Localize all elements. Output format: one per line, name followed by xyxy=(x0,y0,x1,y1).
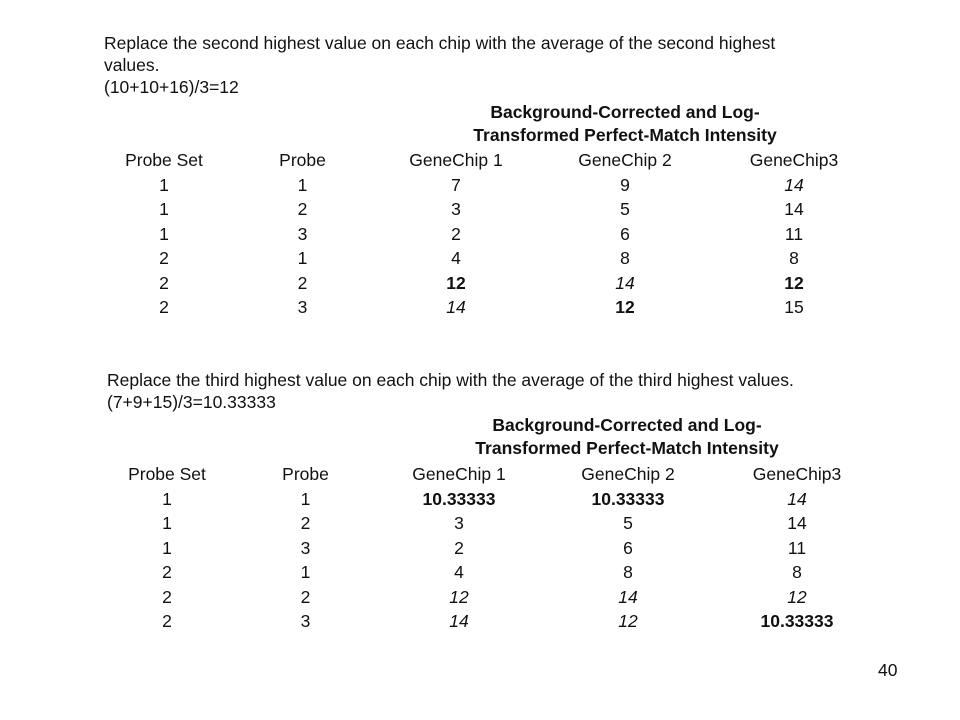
cell-genechip-2: 6 xyxy=(620,223,630,244)
table-row xyxy=(107,585,872,610)
cell-genechip-3: 14 xyxy=(784,199,804,219)
cell-probe-set: 2 xyxy=(159,248,169,268)
cell-probe: 2 xyxy=(297,272,308,293)
cell-probe: 1 xyxy=(300,562,311,582)
column-header-genechip-3: GeneChip3 xyxy=(752,464,842,484)
cell-genechip-3: 8 xyxy=(789,248,799,268)
formula-text: (10+10+16)/3=12 xyxy=(104,77,239,97)
instruction-line-1: Replace the third highest value on each chip with the average of the third highest values. xyxy=(107,370,794,390)
table-row xyxy=(107,609,872,634)
instruction-line-1: Replace the second highest value on each chip with the average of the second highest xyxy=(104,33,776,53)
cell-genechip-1: 2 xyxy=(451,223,461,244)
cell-probe-set: 2 xyxy=(162,586,172,607)
cell-probe: 1 xyxy=(297,248,308,268)
cell-genechip-1: 7 xyxy=(451,174,461,195)
column-header-probe-set: Probe Set xyxy=(128,464,206,484)
cell-probe-set: 1 xyxy=(159,199,169,219)
cell-genechip-1: 10.33333 xyxy=(422,488,496,509)
table-row xyxy=(107,487,872,512)
table-row xyxy=(104,197,869,222)
table-row xyxy=(107,560,872,585)
cell-genechip-3: 14 xyxy=(787,488,807,509)
column-header-genechip-1: GeneChip 1 xyxy=(409,150,503,170)
table-row xyxy=(104,295,869,320)
instruction-text xyxy=(104,32,775,98)
cell-genechip-1: 3 xyxy=(454,513,464,533)
column-header-genechip-2: GeneChip 2 xyxy=(581,464,675,484)
table-row xyxy=(104,246,869,271)
cell-probe-set: 1 xyxy=(159,174,169,195)
intensity-table xyxy=(104,148,869,320)
cell-genechip-1: 12 xyxy=(446,272,466,293)
table-row xyxy=(104,222,869,247)
column-header-genechip-3: GeneChip3 xyxy=(749,150,839,170)
intensity-table xyxy=(107,462,872,634)
cell-genechip-2: 8 xyxy=(620,248,630,268)
cell-genechip-3: 10.33333 xyxy=(760,611,834,631)
cell-probe: 1 xyxy=(297,174,308,195)
cell-probe: 1 xyxy=(300,488,311,509)
cell-genechip-2: 5 xyxy=(623,513,633,533)
cell-probe-set: 1 xyxy=(162,488,172,509)
table-heading xyxy=(407,414,847,460)
cell-probe: 3 xyxy=(300,537,311,558)
cell-genechip-3: 8 xyxy=(792,562,802,582)
cell-genechip-3: 12 xyxy=(787,586,807,607)
cell-genechip-2: 8 xyxy=(623,562,633,582)
formula-text: (7+9+15)/3=10.33333 xyxy=(107,392,276,412)
table-heading-line-2: Transformed Perfect-Match Intensity xyxy=(473,125,777,145)
cell-genechip-1: 14 xyxy=(449,611,469,631)
cell-probe-set: 1 xyxy=(159,223,169,244)
cell-genechip-1: 12 xyxy=(449,586,469,607)
cell-genechip-3: 11 xyxy=(784,223,804,244)
table-row xyxy=(107,511,872,536)
column-header-genechip-2: GeneChip 2 xyxy=(578,150,672,170)
cell-genechip-1: 4 xyxy=(454,562,464,582)
instruction-line-2: values. xyxy=(104,55,160,75)
cell-genechip-1: 3 xyxy=(451,199,461,219)
cell-genechip-2: 6 xyxy=(623,537,633,558)
cell-genechip-1: 4 xyxy=(451,248,461,268)
cell-probe-set: 1 xyxy=(162,513,172,533)
cell-probe: 3 xyxy=(297,297,308,317)
table-heading-line-1: Background-Corrected and Log- xyxy=(492,415,762,435)
cell-genechip-3: 15 xyxy=(784,297,804,317)
table-row xyxy=(107,536,872,561)
table-header-row xyxy=(104,148,869,173)
cell-probe: 3 xyxy=(300,611,311,631)
cell-genechip-2: 12 xyxy=(615,297,635,317)
cell-probe-set: 2 xyxy=(162,562,172,582)
cell-probe: 2 xyxy=(300,513,311,533)
cell-genechip-3: 14 xyxy=(784,174,804,195)
cell-genechip-2: 9 xyxy=(620,174,630,195)
cell-probe-set: 2 xyxy=(159,272,169,293)
table-heading xyxy=(405,101,845,147)
cell-genechip-1: 2 xyxy=(454,537,464,558)
column-header-probe: Probe xyxy=(282,464,329,484)
cell-genechip-3: 12 xyxy=(784,272,804,293)
cell-probe: 2 xyxy=(300,586,311,607)
cell-probe-set: 1 xyxy=(162,537,172,558)
cell-probe: 3 xyxy=(297,223,308,244)
cell-genechip-3: 11 xyxy=(787,537,807,558)
column-header-probe-set: Probe Set xyxy=(125,150,203,170)
table-row xyxy=(104,173,869,198)
cell-genechip-2: 14 xyxy=(618,586,638,607)
cell-probe-set: 2 xyxy=(159,297,169,317)
cell-probe-set: 2 xyxy=(162,611,172,631)
table-heading-line-2: Transformed Perfect-Match Intensity xyxy=(475,438,779,458)
cell-genechip-2: 5 xyxy=(620,199,630,219)
cell-probe: 2 xyxy=(297,199,308,219)
cell-genechip-2: 14 xyxy=(615,272,635,293)
column-header-genechip-1: GeneChip 1 xyxy=(412,464,506,484)
column-header-probe: Probe xyxy=(279,150,326,170)
cell-genechip-3: 14 xyxy=(787,513,807,533)
table-row xyxy=(104,271,869,296)
cell-genechip-2: 12 xyxy=(618,611,638,631)
table-header-row xyxy=(107,462,872,487)
cell-genechip-1: 14 xyxy=(446,297,466,317)
instruction-text xyxy=(107,369,794,413)
cell-genechip-2: 10.33333 xyxy=(591,488,665,509)
table-heading-line-1: Background-Corrected and Log- xyxy=(490,102,760,122)
page-number: 40 xyxy=(878,660,898,680)
